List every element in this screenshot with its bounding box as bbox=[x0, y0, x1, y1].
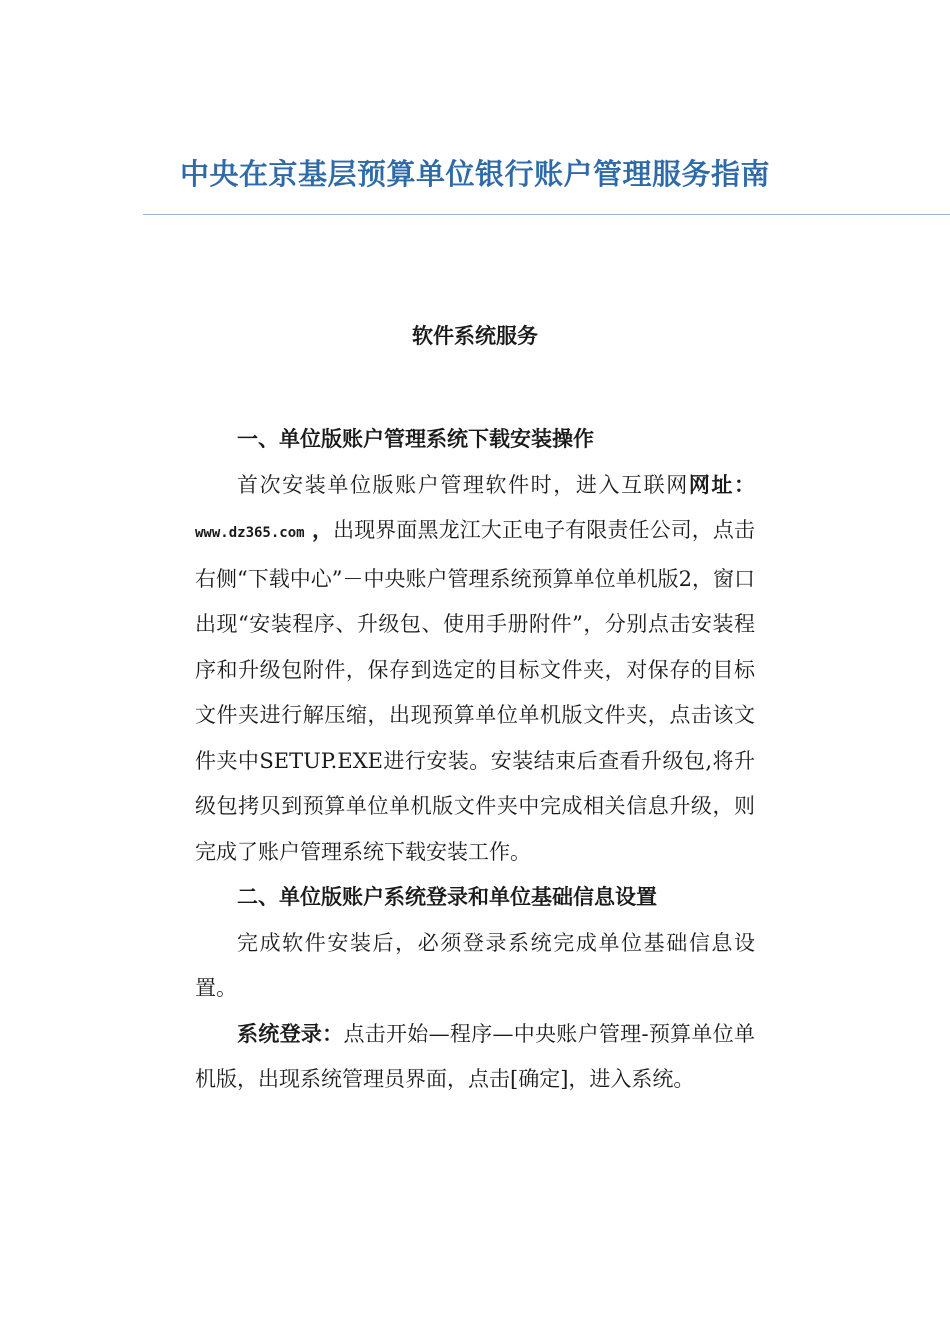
section-heading: 软件系统服务 bbox=[412, 324, 538, 348]
heading-download-install: 一、单位版账户管理系统下载安装操作 bbox=[237, 427, 594, 451]
document-title: 中央在京基层预算单位银行账户管理服务指南 bbox=[179, 157, 770, 191]
website-url: www.dz365.com bbox=[195, 525, 305, 541]
para-1-text: 首次安装单位版账户管理软件时，进入互联网 bbox=[237, 472, 689, 497]
system-login-text: 点击开始—程序—中央账户管理-预算单位单机版，出现系统管理员界面，点击[确定]，进入系统。 bbox=[195, 1021, 755, 1091]
document-body bbox=[195, 417, 755, 1103]
paragraph-download-install bbox=[195, 463, 755, 876]
title-divider bbox=[143, 214, 950, 215]
url-label: 网址： bbox=[688, 472, 756, 497]
url-comma: ， bbox=[304, 518, 334, 542]
para-1-rest: 出现界面黑龙江大正电子有限责任公司，点击右侧“下载中心”－中央账户管理系统预算单位单机版2，窗口出现“安装程序、升级包、使用手册附件”，分别点击安装程序和升级包附件，保存到选定的目标文件夹，对保存的目标文件夹进行解压缩，出现预算单位单机版文件夹，点击该文件夹中SETUP.EXE进行安装。安装结束后查看升级包,将升级包拷贝到预算单位单机版文件夹中完成相关信息升级，则完成了账户管理系统下载安装工作。 bbox=[195, 518, 756, 864]
paragraph-system-login bbox=[195, 1012, 755, 1103]
paragraph-after-install: 完成软件安装后，必须登录系统完成单位基础信息设置。 bbox=[195, 930, 755, 1000]
heading-login-settings: 二、单位版账户系统登录和单位基础信息设置 bbox=[237, 885, 657, 909]
system-login-label: 系统登录： bbox=[237, 1021, 344, 1046]
